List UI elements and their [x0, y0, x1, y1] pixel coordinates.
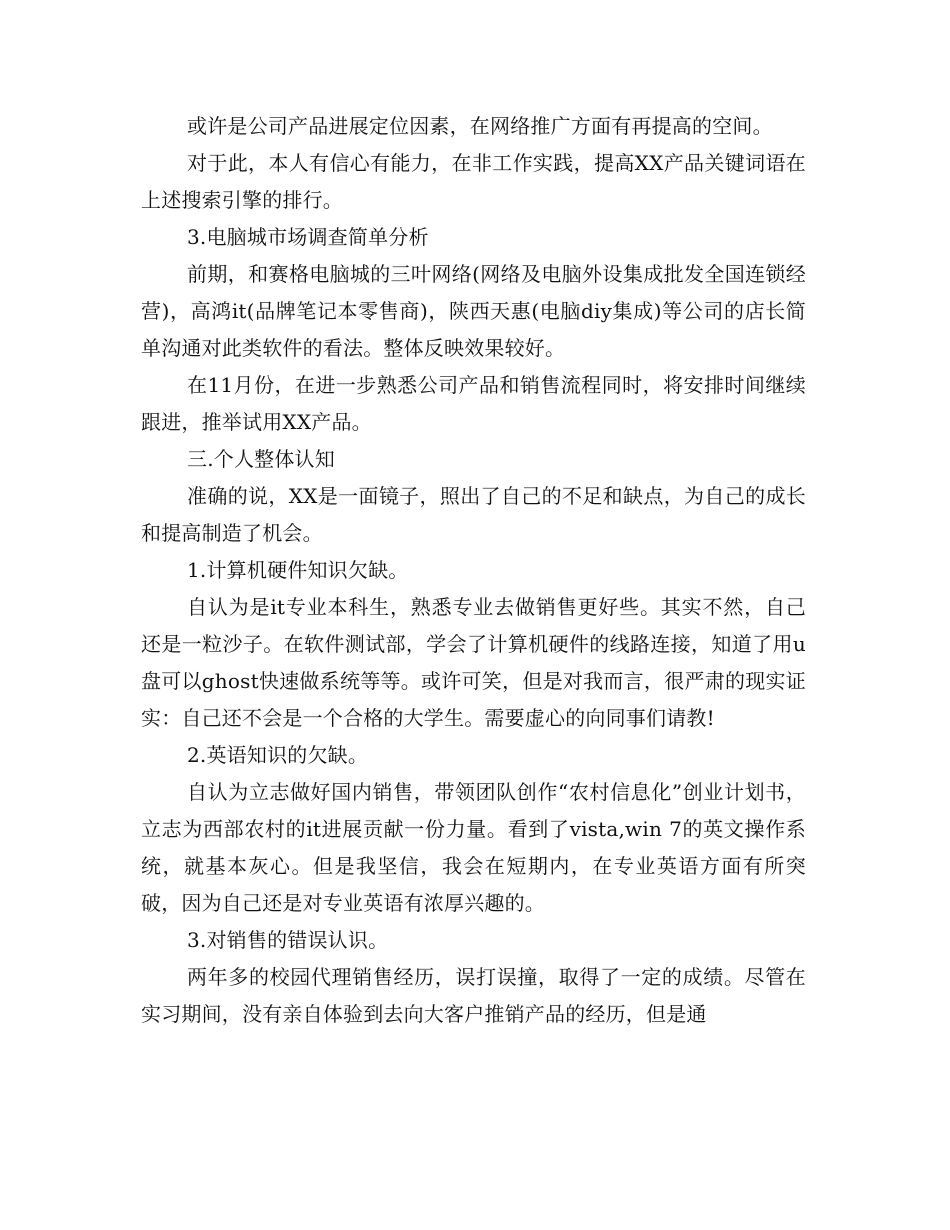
subheading-english-knowledge: 2.英语知识的欠缺。: [187, 743, 369, 767]
paragraph-13: 两年多的校园代理销售经历，误打误撞，取得了一定的成绩。尽管在实习期间，没有亲自体验到去向大客户推销产品的经历，但是通: [141, 965, 806, 1026]
paragraph-1: 或许是公司产品进展定位因素，在网络推广方面有再提高的空间。: [187, 114, 773, 138]
subheading-sales-misconception: 3.对销售的错误认识。: [187, 928, 389, 952]
paragraph-9: 自认为是it专业本科生，熟悉专业去做销售更好些。其实不然，自己还是一粒沙子。在软件测试部，学会了计算机硬件的线路连接，知道了用u盘可以ghost快速做系统等等。或许可笑，但是对我而言，很严肃的现实证实：自己还不会是一个合格的大学生。需要虚心的向同事们请教!: [141, 595, 806, 730]
paragraph-5: 在11月份，在进一步熟悉公司产品和销售流程同时，将安排时间继续跟进，推举试用XX产品。: [141, 373, 806, 434]
section-heading-market-survey: 3.电脑城市场调查简单分析: [187, 225, 429, 249]
paragraph-7: 准确的说，XX是一面镜子，照出了自己的不足和缺点，为自己的成长和提高制造了机会。: [141, 484, 806, 545]
paragraph-2: 对于此，本人有信心有能力，在非工作实践，提高XX产品关键词语在上述搜索引擎的排行。: [141, 151, 806, 212]
section-heading-personal-cognition: 三.个人整体认知: [187, 447, 335, 471]
document-body: [141, 108, 806, 1033]
subheading-hardware-knowledge: 1.计算机硬件知识欠缺。: [187, 558, 409, 582]
paragraph-4: 前期，和赛格电脑城的三叶网络(网络及电脑外设集成批发全国连锁经营)，高鸿it(品牌笔记本零售商)，陕西天惠(电脑diy集成)等公司的店长简单沟通对此类软件的看法。整体反映效果较好。: [141, 262, 806, 360]
paragraph-11: 自认为立志做好国内销售，带领团队创作“农村信息化”创业计划书，立志为西部农村的it进展贡献一份力量。看到了vista,win 7的英文操作系统，就基本灰心。但是我坚信，我会在短期内，在专业英语方面有所突破，因为自己还是对专业英语有浓厚兴趣的。: [141, 780, 806, 915]
